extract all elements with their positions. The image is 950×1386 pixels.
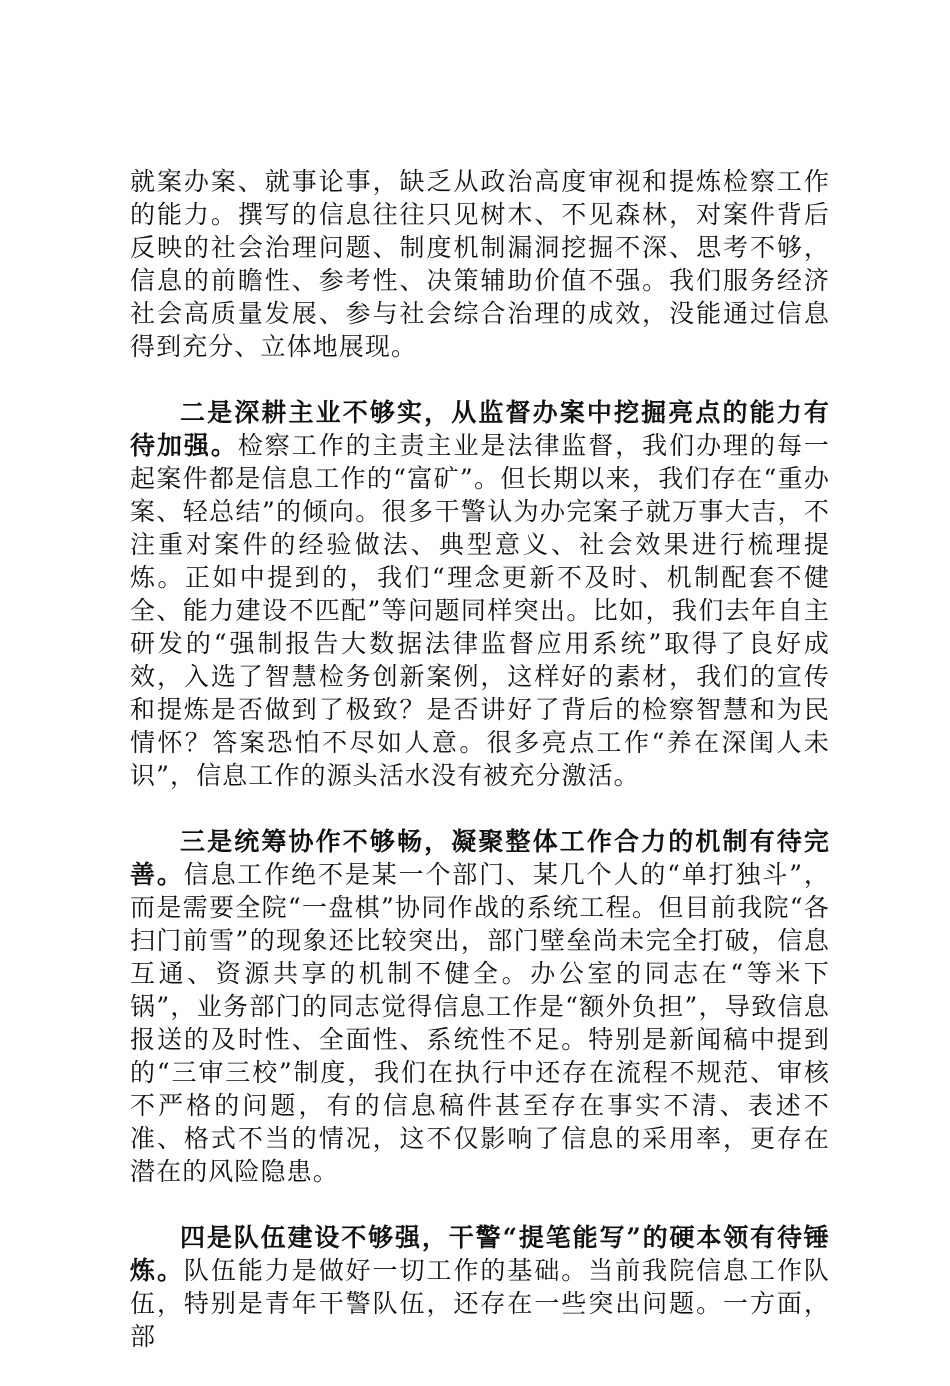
paragraph-2 — [130, 396, 830, 792]
paragraph-1-text: 就案办案、就事论事，缺乏从政治高度审视和提炼检察工作的能力。撰写的信息往往只见树木、不见森林，对案件背后反映的社会治理问题、制度机制漏洞挖掘不深、思考不够，信息的前瞻性、参考性、决策辅助价值不强。我们服务经济社会高质量发展、参与社会综合治理的成效，没能通过信息得到充分、立体地展现。 — [130, 167, 830, 361]
paragraph-1 — [130, 165, 830, 363]
paragraph-4-heading: 四是队伍建设不够强，干警“提笔能写”的硬本领有待锤炼。 — [130, 1223, 830, 1285]
paragraph-4 — [130, 1221, 830, 1353]
paragraph-2-text: 检察工作的主责主业是法律监督，我们办理的每一起案件都是信息工作的“富矿”。但长期以来，我们存在“重办案、轻总结”的倾向。很多干警认为办完案子就万事大吉，不注重对案件的经验做法、典型意义、社会效果进行梳理提炼。正如中提到的，我们“理念更新不及时、机制配套不健全、能力建设不匹配”等问题同样突出。比如，我们去年自主研发的“强制报告大数据法律监督应用系统”取得了良好成效，入选了智慧检务创新案例，这样好的素材，我们的宣传和提炼是否做到了极致？是否讲好了背后的检察智慧和为民情怀？答案恐怕不尽如人意。很多亮点工作“养在深闺人未识”，信息工作的源头活水没有被充分激活。 — [130, 431, 830, 790]
paragraph-3-text: 信息工作绝不是某一个部门、某几个人的“单打独斗”，而是需要全院“一盘棋”协同作战的系统工程。但目前我院“各扫门前雪”的现象还比较突出，部门壁垒尚未完全打破，信息互通、资源共享的机制不健全。办公室的同志在“等米下锅”，业务部门的同志觉得信息工作是“额外负担”，导致信息报送的及时性、全面性、系统性不足。特别是新闻稿中提到的“三审三校”制度，我们在执行中还存在流程不规范、审核不严格的问题，有的信息稿件甚至存在事实不清、表述不准、格式不当的情况，这不仅影响了信息的采用率，更存在潜在的风险隐患。 — [130, 860, 830, 1186]
paragraph-4-text: 队伍能力是做好一切工作的基础。当前我院信息工作队伍，特别是青年干警队伍，还存在一些突出问题。一方面，部 — [130, 1256, 831, 1351]
document-body — [130, 165, 830, 1386]
paragraph-3-heading: 三是统筹协作不够畅，凝聚整体工作合力的机制有待完善。 — [130, 827, 830, 889]
paragraph-3 — [130, 825, 830, 1188]
paragraph-2-heading: 二是深耕主业不够实，从监督办案中挖掘亮点的能力有待加强。 — [130, 398, 830, 460]
